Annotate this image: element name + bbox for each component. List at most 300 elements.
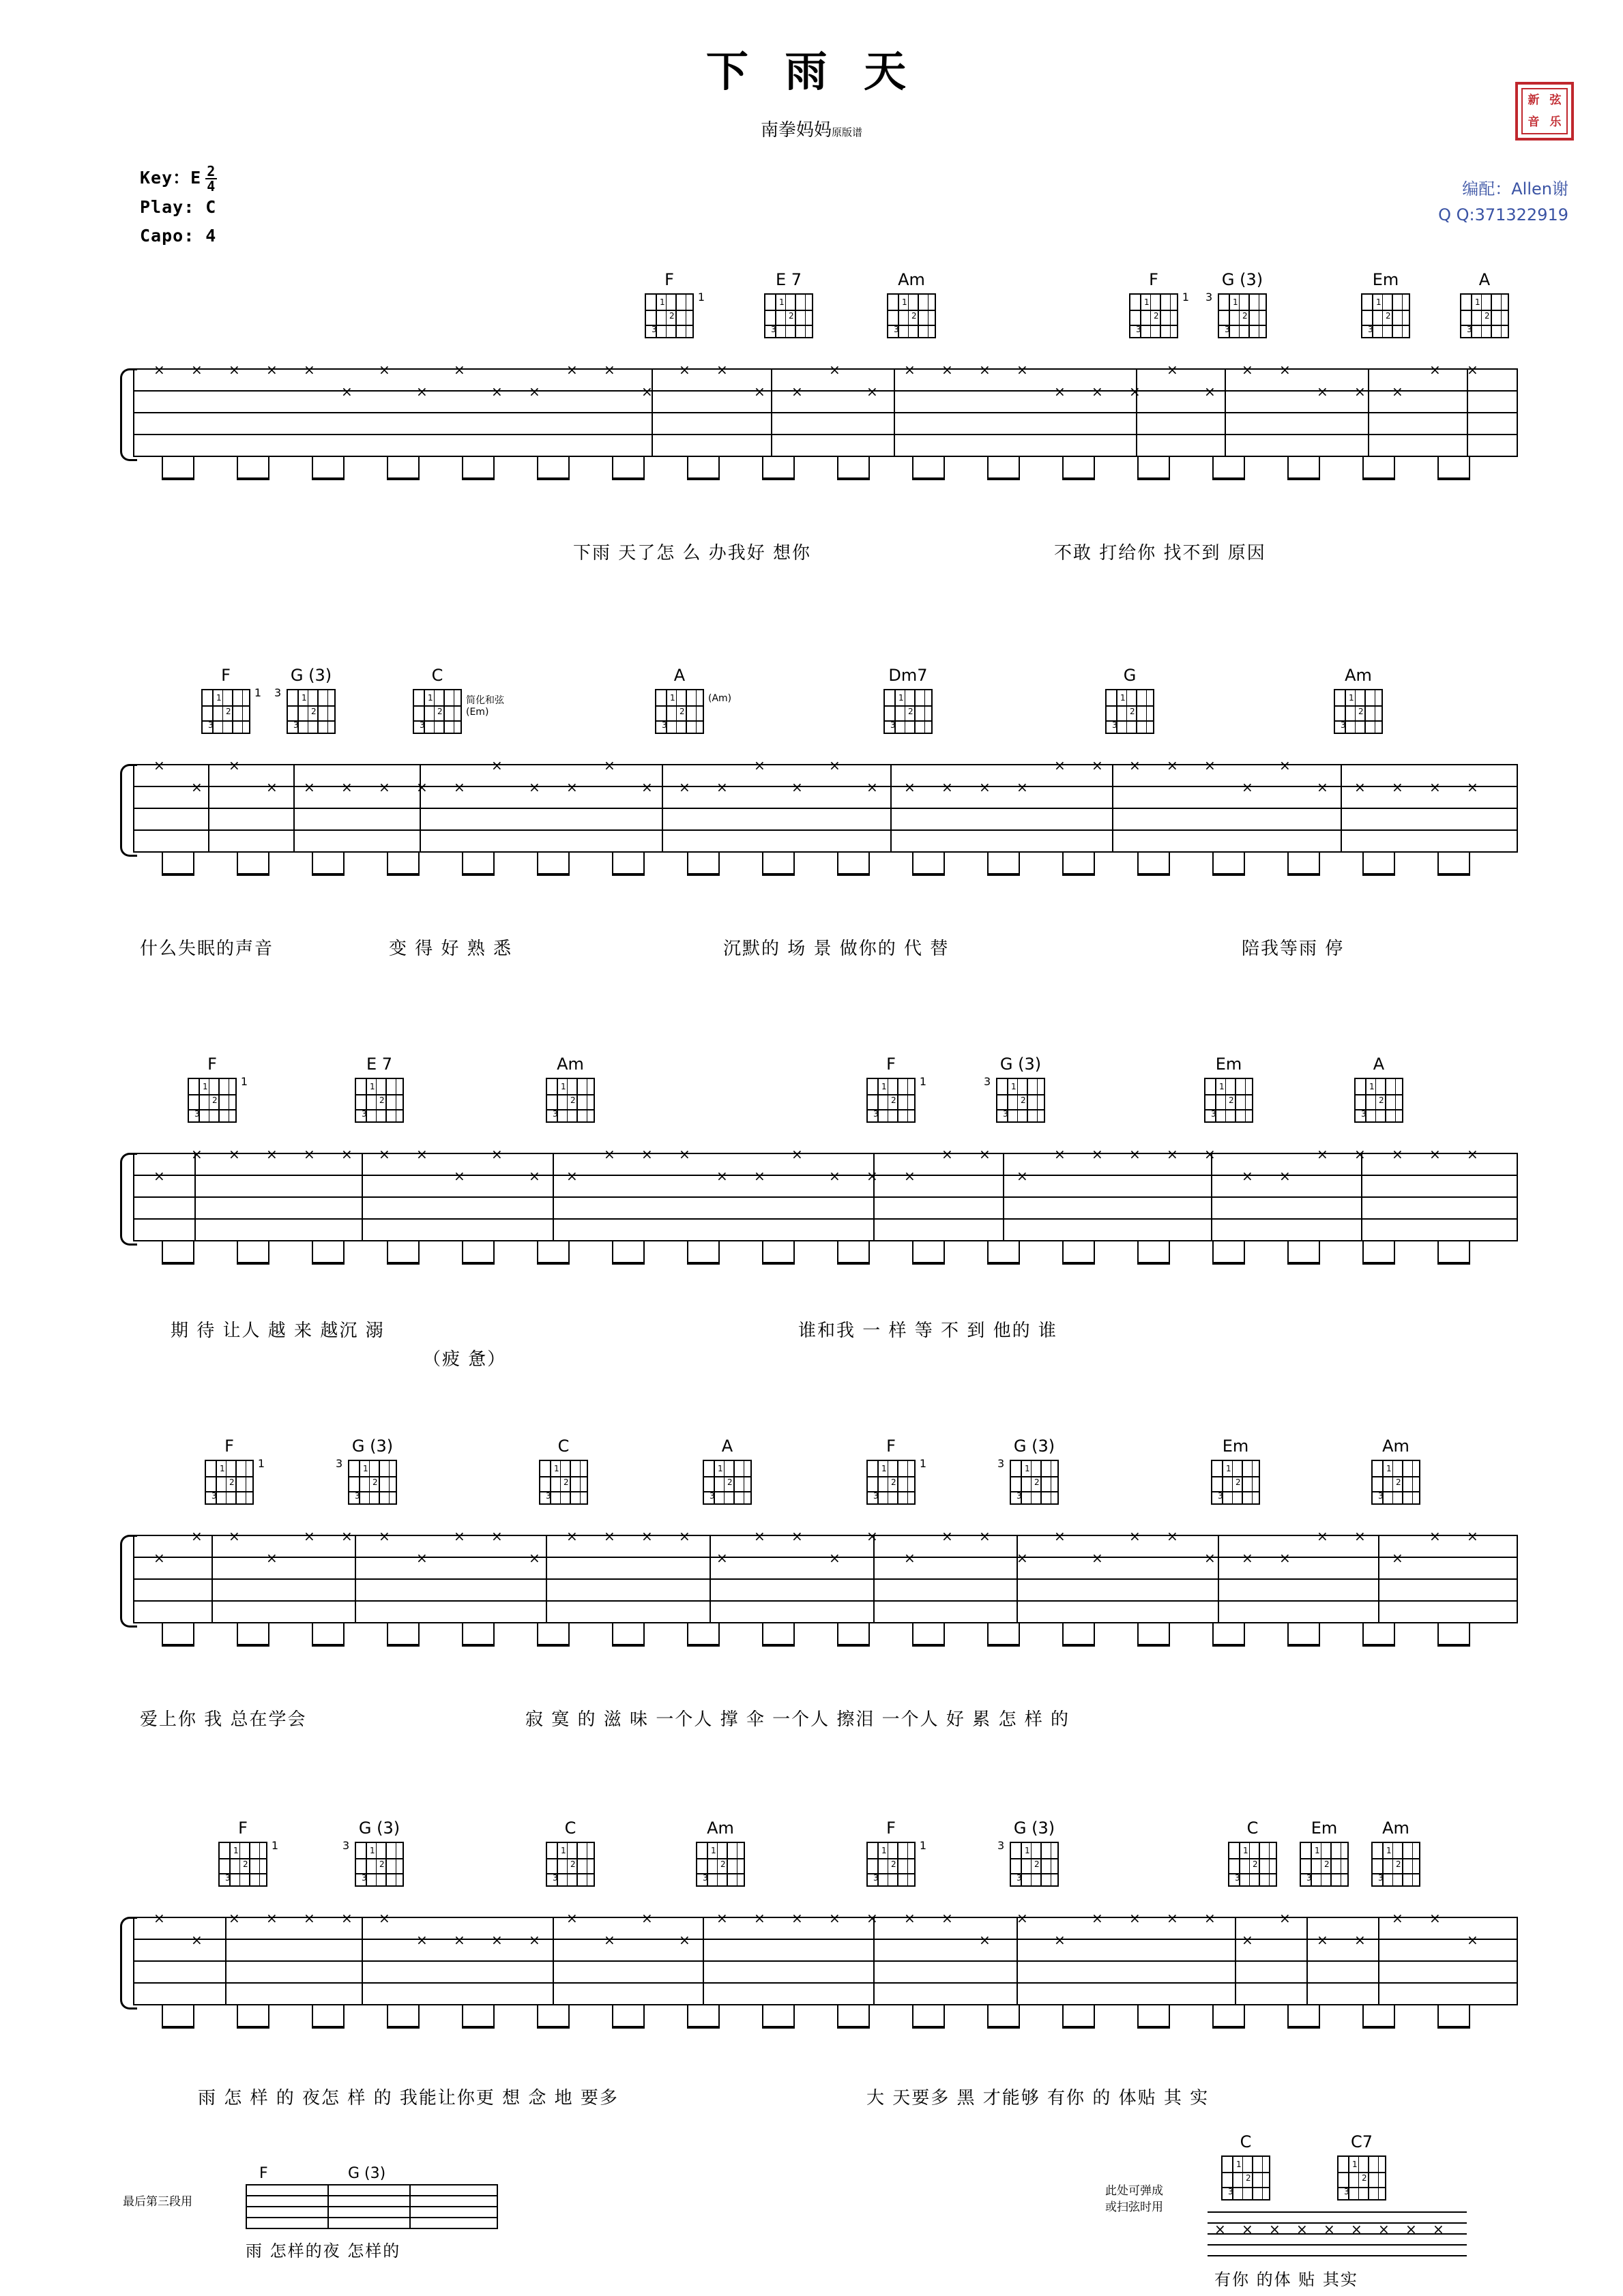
chord-grid (866, 1842, 916, 1887)
chord-grid (696, 1842, 745, 1887)
strum-x-mark: × (641, 1146, 653, 1162)
strum-x-mark: × (979, 1932, 991, 1948)
note-stem (1394, 853, 1395, 876)
strum-x-mark: × (566, 1910, 578, 1926)
grid-string (229, 1079, 230, 1121)
finger-label: 1 (203, 1082, 208, 1091)
chord-name: Am (557, 1055, 584, 1074)
strum-x-mark: × (566, 1528, 578, 1544)
finger-label: 1 (1120, 693, 1126, 703)
finger-label: 2 (908, 707, 913, 716)
strum-x-mark: × (1279, 362, 1291, 378)
finger-label: 3 (662, 720, 667, 730)
strum-x-mark: × (604, 1146, 615, 1162)
strum-x-mark: × (1092, 1146, 1103, 1162)
strum-x-mark: × (266, 1146, 278, 1162)
grid-string (580, 1461, 581, 1503)
fret-number: 1 (697, 291, 705, 304)
chord-name: Am (1382, 1819, 1409, 1838)
chord-diagram-Am (887, 270, 936, 338)
note-stem (912, 1623, 913, 1647)
strum-x-mark: × (379, 362, 390, 378)
finger-label: 2 (1386, 311, 1391, 321)
chord-grid (188, 1078, 237, 1123)
note-stem (1169, 1241, 1170, 1265)
strum-x-mark: × (829, 1910, 840, 1926)
note-beam (237, 1262, 269, 1265)
chord-name: G (3) (999, 1055, 1042, 1074)
finger-label: 3 (1368, 325, 1373, 334)
grid-string (1501, 295, 1502, 337)
grid-string (1242, 2157, 1244, 2199)
finger-label: 3 (194, 1109, 200, 1119)
finger-label: 2 (229, 1477, 235, 1487)
note-beam (687, 1262, 720, 1265)
grid-string (1382, 295, 1384, 337)
note-stem (643, 1241, 645, 1265)
note-stem (1212, 1623, 1214, 1647)
finger-label: 1 (1386, 1846, 1392, 1855)
finger-label: 3 (1228, 2187, 1233, 2196)
note-stem (568, 2005, 570, 2029)
note-beam (1137, 873, 1170, 876)
chord-diagram-G3 (1205, 270, 1267, 338)
chord-name: G (3) (358, 1819, 400, 1838)
grid-string (1392, 1461, 1394, 1503)
finger-label: 1 (1243, 1846, 1248, 1855)
finger-label: 2 (1242, 311, 1248, 321)
strum-x-mark: × (979, 779, 991, 795)
grid-string (1252, 2157, 1253, 2199)
strum-x-mark: × (1317, 1932, 1328, 1948)
finger-label: 3 (873, 1109, 879, 1119)
note-stem (162, 1623, 163, 1647)
note-stem (1362, 1241, 1364, 1265)
strum-x-mark: × (941, 779, 953, 795)
note-stem (987, 1623, 989, 1647)
grid-string (369, 1461, 370, 1503)
chord-diagram-F (188, 1055, 248, 1123)
staff-line (1208, 2211, 1467, 2213)
finger-label: 1 (220, 1464, 225, 1473)
finger-label: 1 (1025, 1464, 1030, 1473)
finger-label: 1 (363, 1464, 368, 1473)
finger-label: 2 (570, 1095, 576, 1105)
chord-diagram-C (1221, 2132, 1270, 2201)
strum-x-mark: × (941, 1910, 953, 1926)
chord-grid (546, 1842, 595, 1887)
note-stem (1394, 2005, 1395, 2029)
note-beam (237, 1644, 269, 1647)
note-beam (462, 1644, 495, 1647)
chord-diagram-Dm7 (883, 666, 933, 734)
grid-string (744, 1461, 745, 1503)
strum-x-mark: × (829, 757, 840, 774)
grid-string (434, 690, 435, 733)
strum-x-mark: × (379, 1528, 390, 1544)
note-beam (912, 1262, 945, 1265)
grid-string (1385, 1079, 1386, 1121)
note-stem (493, 1623, 495, 1647)
strum-x-mark: × (1269, 2221, 1281, 2237)
grid-string (897, 1079, 898, 1121)
grid-string (785, 295, 787, 337)
finger-label: 3 (894, 325, 899, 334)
strum-x-mark: × (979, 1146, 991, 1162)
finger-label: 3 (1211, 1109, 1216, 1119)
note-stem (1212, 457, 1214, 480)
note-stem (837, 2005, 838, 2029)
note-stem (1394, 457, 1395, 480)
chord-name: A (721, 1437, 733, 1456)
note-stem (568, 1241, 570, 1265)
grid-string (897, 1461, 898, 1503)
finger-label: 3 (1235, 1873, 1240, 1883)
finger-label: 1 (428, 693, 433, 703)
strum-x-mark: × (1017, 1168, 1028, 1184)
chord-diagram-G (1105, 666, 1154, 734)
note-beam (762, 2026, 795, 2029)
note-stem (868, 853, 870, 876)
strum-x-mark: × (1378, 2221, 1390, 2237)
finger-label: 1 (561, 1082, 566, 1091)
note-stem (868, 1241, 870, 1265)
finger-label: 1 (1475, 297, 1480, 307)
strum-x-mark: × (604, 757, 615, 774)
note-beam (912, 873, 945, 876)
score-meta (140, 164, 217, 250)
note-stem (762, 1241, 763, 1265)
note-beam (837, 1262, 870, 1265)
strum-x-mark: × (416, 779, 428, 795)
chord-grid (1129, 293, 1178, 338)
seal-char-1: 新 (1527, 93, 1540, 107)
strum-x-mark: × (1279, 1168, 1291, 1184)
strum-x-mark: × (153, 1168, 165, 1184)
grid-string (1232, 1461, 1233, 1503)
note-stem (762, 2005, 763, 2029)
chord-name: G (3) (1221, 270, 1263, 289)
footer-mini-staff (246, 2184, 498, 2229)
strum-x-mark: × (1296, 2221, 1308, 2237)
seal-stamp (1515, 82, 1574, 141)
note-stem (568, 457, 570, 480)
grid-string (1249, 1843, 1251, 1885)
strum-x-mark: × (491, 383, 503, 400)
grid-string (666, 295, 667, 337)
chord-name: Em (1372, 270, 1399, 289)
strum-x-mark: × (379, 779, 390, 795)
strum-x-mark: × (1279, 1550, 1291, 1566)
note-beam (1437, 477, 1470, 480)
strum-x-mark: × (1351, 2221, 1362, 2237)
page-title: 下 雨 天 (705, 46, 918, 96)
grid-string (239, 1843, 241, 1885)
note-stem (1212, 1241, 1214, 1265)
grid-string (1259, 1843, 1260, 1885)
grid-string (1160, 295, 1161, 337)
note-beam (1062, 1262, 1095, 1265)
note-stem (612, 1623, 613, 1647)
note-beam (1137, 1644, 1170, 1647)
finger-label: 1 (779, 297, 785, 307)
strum-x-mark: × (454, 1528, 465, 1544)
grid-string (1170, 295, 1171, 337)
chord-grid (1460, 293, 1509, 338)
strum-x-mark: × (604, 1932, 615, 1948)
finger-label: 2 (226, 707, 231, 716)
grid-string (560, 1461, 561, 1503)
chord-diagram-F (866, 1819, 926, 1887)
note-beam (1437, 873, 1470, 876)
strum-x-mark: × (604, 362, 615, 378)
chord-diagram-Em (1204, 1055, 1253, 1123)
chord-grid (413, 689, 462, 734)
strum-x-mark: × (754, 1168, 765, 1184)
note-stem (387, 457, 388, 480)
note-beam (1362, 1262, 1395, 1265)
artist-line (0, 116, 1623, 141)
note-stem (1062, 457, 1064, 480)
finger-label: 1 (1219, 1082, 1225, 1091)
note-stem (987, 853, 989, 876)
grid-string (376, 1843, 377, 1885)
finger-label: 3 (1467, 325, 1472, 334)
note-stem (462, 457, 463, 480)
note-beam (687, 1644, 720, 1647)
note-beam (687, 873, 720, 876)
note-stem (868, 2005, 870, 2029)
chord-diagram-Em (1211, 1437, 1260, 1505)
grid-string (676, 690, 677, 733)
grid-string (222, 690, 224, 733)
grid-string (246, 1461, 247, 1503)
fret-number: 3 (1205, 291, 1213, 304)
strum-x-mark: × (866, 779, 878, 795)
chord-grid (887, 293, 936, 338)
strum-x-mark: × (266, 779, 278, 795)
finger-label: 1 (1236, 2160, 1242, 2169)
finger-label: 2 (891, 1859, 896, 1869)
note-stem (1287, 457, 1289, 480)
grid-string (907, 1461, 909, 1503)
grid-string (696, 690, 697, 733)
finger-label: 3 (1361, 1109, 1366, 1119)
note-beam (237, 2026, 269, 2029)
note-stem (1169, 457, 1170, 480)
finger-label: 2 (669, 311, 675, 321)
grid-string (1031, 1461, 1032, 1503)
grid-string (1027, 1079, 1028, 1121)
seal-char-3: 音 (1527, 115, 1540, 129)
note-stem (944, 1623, 945, 1647)
note-beam (1062, 2026, 1095, 2029)
chord-name: C7 (1350, 2132, 1373, 2151)
chord-grid (1010, 1842, 1059, 1887)
finger-label: 2 (891, 1477, 896, 1487)
chord-diagram-Am (1334, 666, 1383, 734)
note-stem (1437, 457, 1439, 480)
grid-string (1031, 1843, 1032, 1885)
grid-string (805, 295, 806, 337)
play-label: Play: C (140, 197, 217, 217)
grid-string (1395, 1079, 1397, 1121)
strum-x-mark: × (341, 383, 353, 400)
note-stem (837, 853, 838, 876)
strum-x-mark: × (1429, 1146, 1441, 1162)
note-beam (612, 2026, 645, 2029)
strum-x-mark: × (1317, 1146, 1328, 1162)
chord-grid (546, 1078, 595, 1123)
strum-x-mark: × (454, 779, 465, 795)
finger-label: 2 (570, 1859, 576, 1869)
note-stem (1362, 853, 1364, 876)
note-beam (1362, 2026, 1395, 2029)
note-stem (687, 853, 688, 876)
note-stem (1094, 853, 1095, 876)
note-beam (537, 1644, 570, 1647)
note-stem (1137, 2005, 1139, 2029)
grid-string (209, 1079, 210, 1121)
strum-x-mark: × (1467, 1528, 1478, 1544)
strum-x-mark: × (791, 779, 803, 795)
grid-string (1481, 295, 1482, 337)
chord-name: F (207, 1055, 217, 1074)
note-stem (1019, 1241, 1020, 1265)
grid-string (1412, 1843, 1414, 1885)
strum-x-mark: × (1054, 1146, 1066, 1162)
staff-line (246, 2195, 498, 2196)
strum-x-mark: × (1054, 1932, 1066, 1948)
note-stem (1019, 1623, 1020, 1647)
chord-grid (1221, 2155, 1270, 2201)
note-stem (837, 1623, 838, 1647)
note-stem (1469, 853, 1470, 876)
strum-x-mark: × (304, 1910, 315, 1926)
note-stem (343, 1241, 345, 1265)
note-stem (612, 1241, 613, 1265)
finger-label: 2 (311, 707, 317, 716)
finger-label: 2 (212, 1095, 218, 1105)
finger-label: 3 (890, 720, 896, 730)
seal-char-4: 乐 (1549, 115, 1562, 129)
strum-x-mark: × (1467, 779, 1478, 795)
finger-label: 1 (718, 1464, 723, 1473)
note-stem (268, 2005, 269, 2029)
grid-string (232, 690, 233, 733)
note-stem (687, 2005, 688, 2029)
note-beam (1212, 1644, 1245, 1647)
strum-x-mark: × (904, 362, 916, 378)
strum-x-mark: × (1017, 362, 1028, 378)
grid-string (1402, 1843, 1403, 1885)
chord-grid (703, 1460, 752, 1505)
barline (246, 2184, 247, 2229)
strum-x-mark: × (679, 1528, 690, 1544)
grid-string (1402, 295, 1403, 337)
strum-x-mark: × (641, 779, 653, 795)
strum-x-mark: × (1204, 1910, 1216, 1926)
strum-x-mark: × (1129, 757, 1141, 774)
grid-string (717, 1843, 718, 1885)
finger-label: 2 (1021, 1095, 1026, 1105)
strum-x-mark: × (191, 362, 203, 378)
note-beam (1362, 873, 1395, 876)
artist-note: 原版谱 (832, 126, 863, 138)
finger-label: 1 (1011, 1082, 1017, 1091)
note-stem (418, 2005, 420, 2029)
chord-grid (996, 1078, 1045, 1123)
note-stem (987, 457, 989, 480)
grid-string (1040, 1461, 1042, 1503)
grid-string (1364, 690, 1366, 733)
grid-string (1392, 295, 1393, 337)
note-beam (687, 477, 720, 480)
staff-line (246, 2228, 498, 2229)
chord-diagram-Am (1371, 1819, 1420, 1887)
lyric-line: 什么失眠的声音 (140, 939, 274, 959)
chord-name: Em (1311, 1819, 1338, 1838)
note-stem (793, 1241, 795, 1265)
note-beam (1287, 2026, 1320, 2029)
finger-label: 1 (1352, 2160, 1358, 2169)
strum-x-mark: × (1204, 383, 1216, 400)
finger-label: 2 (379, 1859, 385, 1869)
strum-x-mark: × (1429, 362, 1441, 378)
chord-name: F (886, 1055, 896, 1074)
note-stem (268, 1623, 269, 1647)
chord-name: Em (1222, 1437, 1249, 1456)
finger-label: 3 (211, 1491, 217, 1501)
strum-x-mark: × (1242, 779, 1253, 795)
strum-x-mark: × (1354, 1146, 1366, 1162)
grid-string (1245, 1079, 1246, 1121)
strum-x-mark: × (1392, 1146, 1403, 1162)
strum-x-mark: × (1317, 779, 1328, 795)
grid-string (385, 1079, 387, 1121)
strum-x-mark: × (829, 362, 840, 378)
strum-x-mark: × (491, 1146, 503, 1162)
strum-x-mark: × (153, 1910, 165, 1926)
grid-string (914, 690, 916, 733)
strum-x-mark: × (416, 1146, 428, 1162)
finger-label: 1 (1233, 297, 1238, 307)
finger-label: 3 (873, 1873, 879, 1883)
strum-x-mark: × (1167, 1910, 1178, 1926)
grid-string (1146, 690, 1147, 733)
time-denominator: 4 (207, 178, 216, 194)
note-stem (237, 2005, 238, 2029)
chord-grid (1300, 1842, 1349, 1887)
finger-label: 1 (881, 1846, 887, 1855)
grid-string (1239, 295, 1240, 337)
chord-name: F (238, 1819, 248, 1838)
fret-number: 1 (919, 1075, 926, 1088)
note-beam (987, 1644, 1020, 1647)
grid-string (1355, 690, 1356, 733)
footer-right-block (1105, 2132, 1542, 2289)
chord-diagram-A (703, 1437, 752, 1505)
grid-string (1259, 295, 1260, 337)
strum-x-mark: × (641, 383, 653, 400)
strum-x-mark: × (1092, 1910, 1103, 1926)
note-stem (1169, 853, 1170, 876)
grid-string (570, 1461, 571, 1503)
strum-x-mark: × (1392, 1550, 1403, 1566)
capo-label: Capo: 4 (140, 226, 217, 246)
finger-label: 3 (362, 1873, 367, 1883)
chord-grid (1218, 293, 1267, 338)
